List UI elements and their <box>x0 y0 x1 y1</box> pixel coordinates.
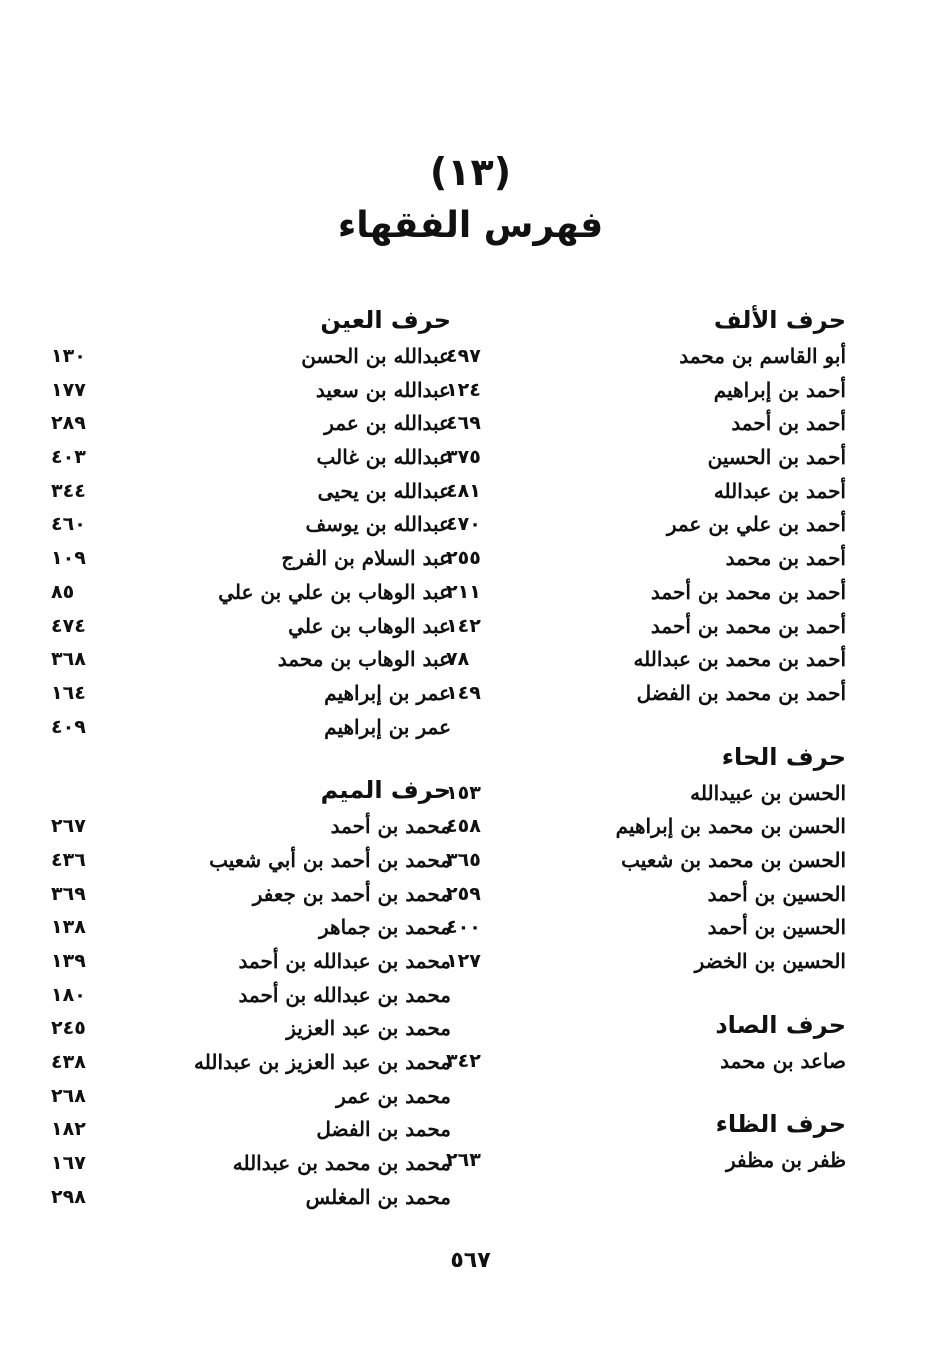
entry-page-number: ٤٠٣ <box>51 446 86 469</box>
section-heading: حرف الميم <box>320 776 451 805</box>
index-entry <box>446 340 846 374</box>
entry-page-number: ٤٥٨ <box>446 815 481 838</box>
entry-name: عبدالله بن سعيد <box>315 377 451 402</box>
entry-name: أبو القاسم بن محمد <box>679 344 846 368</box>
entry-name: الحسن بن محمد بن إبراهيم <box>615 814 846 839</box>
index-entry <box>51 1113 451 1147</box>
entry-page-number: ٢٦٧ <box>51 815 86 838</box>
index-entry <box>446 1144 846 1178</box>
entry-page-number: ٤٧٠ <box>446 513 481 536</box>
index-entry <box>446 441 846 475</box>
index-entry <box>51 711 451 745</box>
index-entry <box>446 1045 846 1079</box>
section-heading: حرف الصاد <box>715 1010 846 1039</box>
entry-page-number: ٢٤٥ <box>51 1017 86 1040</box>
entry-name: محمد بن جماهر <box>318 915 451 940</box>
entry-page-number: ١٤٩ <box>446 681 481 704</box>
index-entry <box>51 374 451 408</box>
entry-page-number: ٤٧٤ <box>51 614 86 637</box>
entry-page-number: ٢٨٩ <box>51 412 86 435</box>
entry-name: عبدالله بن يوسف <box>305 512 451 537</box>
section-heading: حرف الألف <box>713 306 846 334</box>
index-entry <box>51 878 451 912</box>
entry-name: محمد بن أحمد بن جعفر <box>252 881 451 906</box>
index-entry <box>51 576 451 610</box>
entry-name: أحمد بن إبراهيم <box>713 377 846 402</box>
index-entry <box>446 407 846 441</box>
index-entry <box>51 810 451 844</box>
entry-page-number: ١٦٤ <box>51 681 86 704</box>
entry-page-number: ٣٦٨ <box>51 648 86 671</box>
entry-page-number: ١٣٩ <box>51 950 86 972</box>
index-entry <box>446 508 846 542</box>
entry-name: محمد بن عبد العزيز <box>286 1016 451 1041</box>
entry-name: محمد بن عمر <box>336 1083 451 1108</box>
entry-page-number: ٢٥٥ <box>446 547 481 570</box>
entry-page-number: ٢٦٨ <box>51 1084 86 1107</box>
chapter-number: (١٣) <box>429 150 512 194</box>
index-section <box>446 1104 846 1178</box>
entry-page-number: ٢٦٣ <box>446 1149 481 1172</box>
index-section <box>51 300 451 744</box>
index-section <box>51 770 451 1214</box>
entry-page-number: ١٣٠ <box>51 345 86 367</box>
entry-page-number: ٤٦٠ <box>51 513 86 536</box>
entry-page-number: ٧٨ <box>446 648 470 671</box>
index-entry <box>51 979 451 1013</box>
entry-name: الحسن بن عبيدالله <box>690 780 846 805</box>
entry-name: أحمد بن محمد بن أحمد <box>650 579 846 604</box>
entry-name: الحسين بن الخضر <box>694 949 846 973</box>
entry-page-number: ١٦٧ <box>51 1152 86 1175</box>
entry-page-number: ٨٥ <box>51 580 75 603</box>
entry-name: أحمد بن محمد <box>725 546 846 571</box>
index-entry <box>446 945 846 979</box>
entry-name: عبدالله بن عمر <box>324 411 451 436</box>
index-entry <box>446 810 846 844</box>
page-title: فهرس الفقهاء <box>337 205 604 246</box>
entry-name: عمر بن إبراهيم <box>324 714 451 739</box>
entry-page-number: ٣٦٩ <box>51 882 86 905</box>
entry-name: الحسين بن أحمد <box>707 915 846 940</box>
entry-page-number: ١٤٢ <box>446 614 481 637</box>
index-entry <box>446 643 846 677</box>
entry-page-number: ٤٩٧ <box>446 345 481 367</box>
entry-name: محمد بن عبدالله بن أحمد <box>238 949 451 973</box>
index-entry <box>51 542 451 576</box>
entry-page-number: ١٢٤ <box>446 378 481 401</box>
index-entry <box>446 878 846 912</box>
entry-name: عمر بن إبراهيم <box>324 680 451 705</box>
index-section <box>446 737 846 979</box>
entry-name: محمد بن الفضل <box>316 1117 451 1142</box>
section-heading: حرف العين <box>320 306 451 334</box>
index-entry <box>51 610 451 644</box>
entry-name: محمد بن أحمد بن أبي شعيب <box>209 847 451 872</box>
entry-page-number: ٣٤٢ <box>446 1049 481 1072</box>
index-entry <box>51 1080 451 1114</box>
index-entry <box>51 1147 451 1181</box>
entry-name: عبدالله بن الحسن <box>301 344 451 368</box>
index-entry <box>446 542 846 576</box>
entry-page-number: ١٣٨ <box>51 916 86 939</box>
index-section <box>446 1005 846 1079</box>
entry-name: أحمد بن عبدالله <box>713 478 846 503</box>
entry-page-number: ٢١١ <box>446 580 481 603</box>
index-entry <box>51 1046 451 1080</box>
right-column <box>446 300 846 1204</box>
entry-name: أحمد بن محمد بن الفضل <box>636 680 846 705</box>
index-entry <box>51 945 451 979</box>
entry-name: عبدالله بن يحيى <box>317 478 451 503</box>
entry-page-number: ٣٦٥ <box>446 848 481 871</box>
entry-page-number: ١٨٢ <box>51 1118 86 1141</box>
index-entry <box>51 911 451 945</box>
entry-page-number: ٤٠٠ <box>446 916 481 939</box>
index-entry <box>446 610 846 644</box>
index-entry <box>446 374 846 408</box>
entry-name: ظفر بن مظفر <box>725 1148 846 1173</box>
entry-name: أحمد بن محمد بن أحمد <box>650 613 846 638</box>
index-entry <box>51 844 451 878</box>
index-entry <box>51 677 451 711</box>
entry-name: عبد السلام بن الفرج <box>281 546 451 571</box>
index-entry <box>51 643 451 677</box>
entry-name: عبدالله بن غالب <box>316 445 451 470</box>
entry-page-number: ٤٨١ <box>446 479 481 502</box>
entry-name: الحسين بن أحمد <box>707 881 846 906</box>
entry-page-number: ٢٥٩ <box>446 882 481 905</box>
index-entry <box>51 508 451 542</box>
entry-name: عبد الوهاب بن محمد <box>277 647 451 672</box>
entry-page-number: ١٠٩ <box>51 547 86 570</box>
entry-name: محمد بن محمد بن عبدالله <box>232 1151 451 1176</box>
index-section <box>446 300 846 711</box>
entry-name: عبد الوهاب بن علي <box>288 613 451 638</box>
section-heading: حرف الظاء <box>715 1110 846 1139</box>
index-entry <box>446 777 846 811</box>
index-entry <box>446 475 846 509</box>
entry-page-number: ٣٧٥ <box>446 446 481 469</box>
left-column <box>51 300 451 1241</box>
index-entry <box>51 475 451 509</box>
entry-name: محمد بن المغلس <box>305 1184 451 1209</box>
entry-name: محمد بن عبدالله بن أحمد <box>238 982 451 1007</box>
entry-page-number: ٣٤٤ <box>51 479 86 502</box>
entry-name: أحمد بن علي بن عمر <box>666 512 846 537</box>
entry-name: أحمد بن الحسين <box>707 445 846 470</box>
entry-page-number: ٤٠٩ <box>51 715 86 738</box>
index-entry <box>51 340 451 374</box>
section-heading: حرف الحاء <box>721 742 846 771</box>
entry-page-number: ٤٣٦ <box>51 848 86 871</box>
entry-name: أحمد بن محمد بن عبدالله <box>633 647 846 672</box>
index-entry <box>51 407 451 441</box>
entry-name: محمد بن أحمد <box>330 814 451 839</box>
entry-page-number: ٢٩٨ <box>51 1185 86 1208</box>
entry-page-number: ٤٦٩ <box>446 412 481 435</box>
entry-page-number: ١٢٧ <box>446 950 481 972</box>
index-entry <box>446 576 846 610</box>
entry-page-number: ٤٣٨ <box>51 1051 86 1074</box>
index-entry <box>446 844 846 878</box>
entry-page-number: ١٧٧ <box>51 378 86 401</box>
entry-name: محمد بن عبد العزيز بن عبدالله <box>194 1050 451 1075</box>
entry-name: صاعد بن محمد <box>720 1048 846 1073</box>
entry-name: عبد الوهاب بن علي بن علي <box>218 579 451 604</box>
index-entry <box>51 441 451 475</box>
entry-name: أحمد بن أحمد <box>731 411 846 436</box>
entry-page-number: ١٥٣ <box>446 781 481 804</box>
entry-page-number: ١٨٠ <box>51 983 86 1006</box>
index-entry <box>51 1012 451 1046</box>
index-entry <box>446 677 846 711</box>
index-entry <box>446 911 846 945</box>
page-number: ٥٦٧ <box>450 1248 491 1273</box>
index-entry <box>51 1181 451 1215</box>
entry-name: الحسن بن محمد بن شعيب <box>621 847 846 872</box>
